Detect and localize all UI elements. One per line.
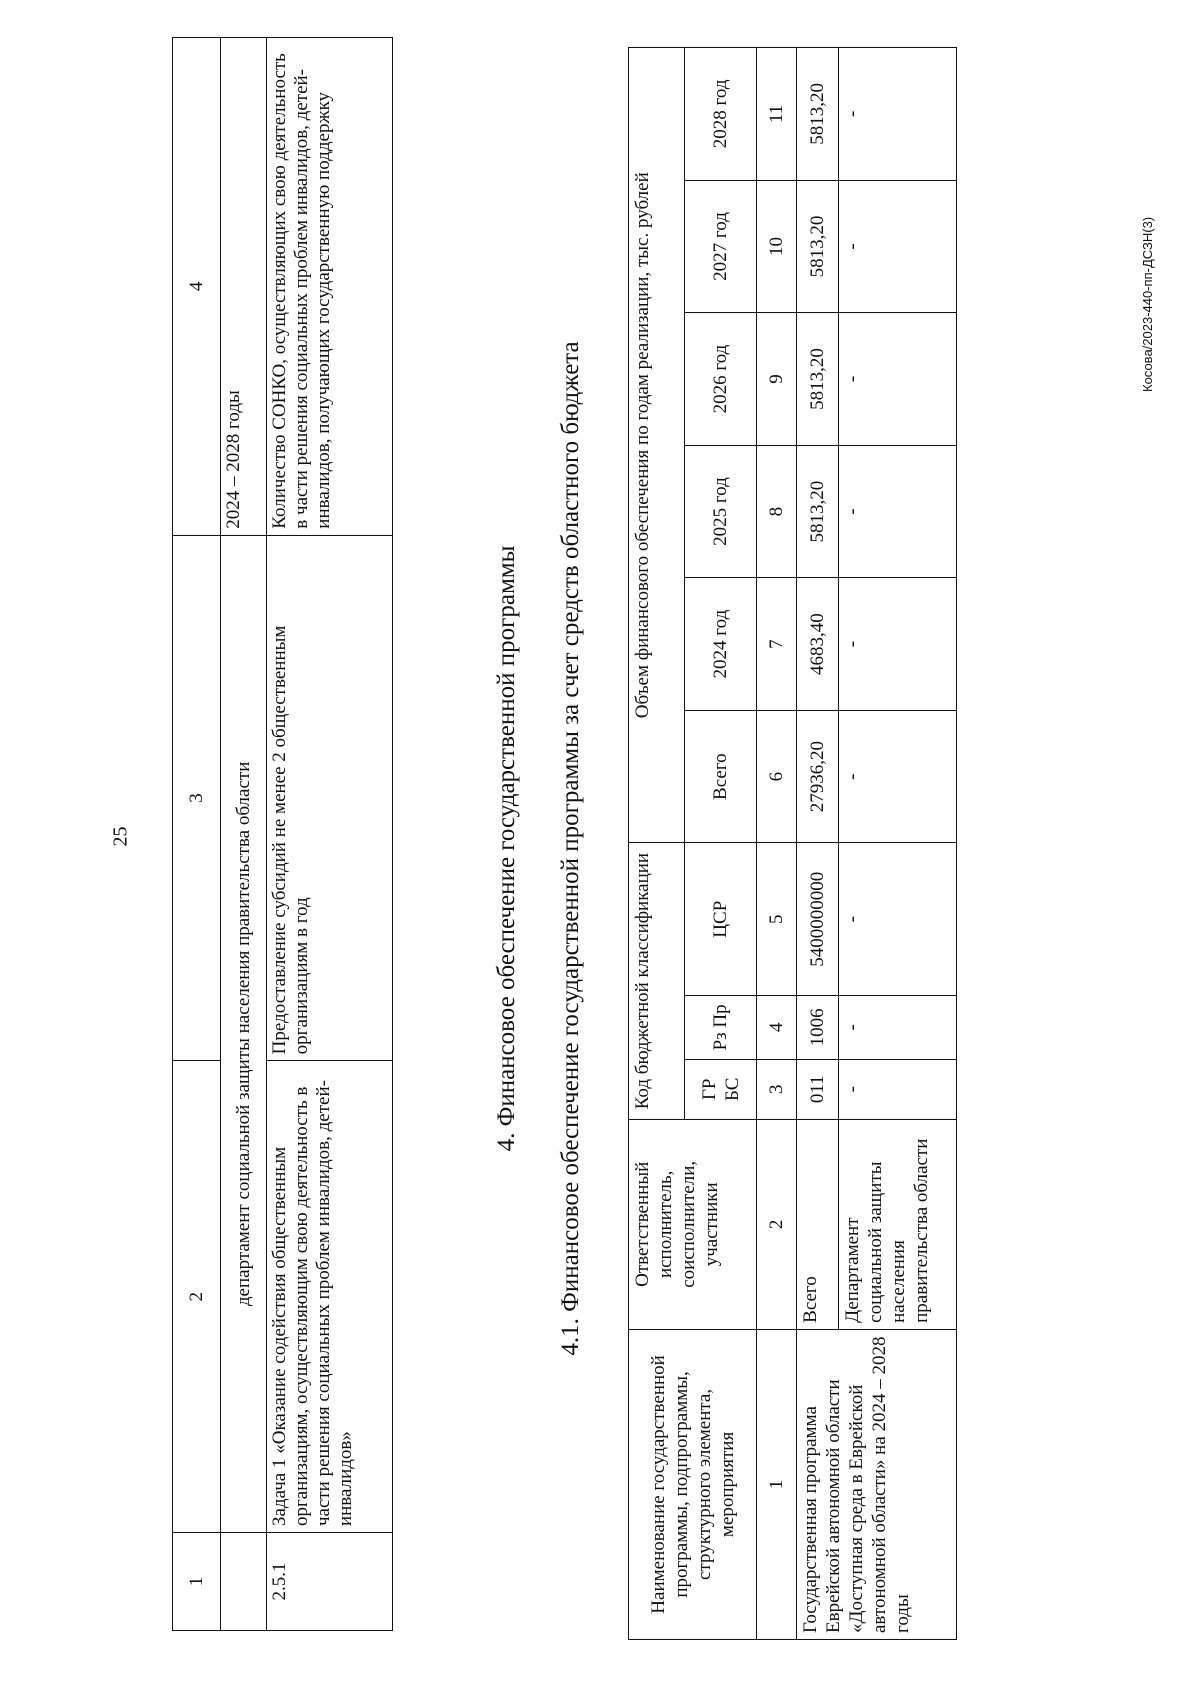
t2-head-name: Наименование государственной программы, подпрограммы, структурного элемента, мероприятия: [629, 1329, 757, 1639]
t2-head-2026: 2026 год: [685, 313, 757, 446]
t2-row1-rzpr: 1006: [797, 995, 839, 1059]
t2-head-csr: ЦСР: [685, 843, 757, 996]
t1-header-1: 1: [173, 1533, 221, 1631]
t2-head-code: Код бюджетной классификации: [629, 843, 685, 1119]
t2-num-6: 6: [757, 710, 797, 843]
t2-row2-rzpr: -: [839, 995, 957, 1059]
t2-head-2024: 2024 год: [685, 578, 757, 711]
t2-row1-total: 27936,20: [797, 710, 839, 843]
t2-row2-2028: -: [839, 48, 957, 181]
t1-section-period: 2024 – 2028 годы: [221, 38, 267, 536]
t2-row2-total: -: [839, 710, 957, 843]
t2-row1-2024: 4683,40: [797, 578, 839, 711]
t2-num-2: 2: [757, 1119, 797, 1329]
section-title: 4. Финансовое обеспечение государственной программы: [493, 545, 520, 1152]
t2-head-grbs: ГР БС: [685, 1059, 757, 1119]
t2-head-volume: Объем финансового обеспечения по годам реализации, тыс. рублей: [629, 48, 685, 843]
t2-num-10: 10: [757, 180, 797, 313]
t1-row-indicator: Количество СОНКО, осуществляющих свою деятельность в части решения социальных проблем инвалидов, детей-инвалидов, получающих государственную поддержку: [267, 38, 393, 536]
t2-row2-grbs: -: [839, 1059, 957, 1119]
t1-row-task: Задача 1 «Оказание содействия общественным организациям, осуществляющим свою деятельность в части решения социальных проблем инвалидов, детей-инвалидов»: [267, 1061, 393, 1533]
t2-row1-2027: 5813,20: [797, 180, 839, 313]
t2-row1-grbs: 011: [797, 1059, 839, 1119]
t2-num-7: 7: [757, 578, 797, 711]
t1-header-2: 2: [173, 1061, 221, 1533]
t2-row2-2025: -: [839, 445, 957, 578]
t2-row2-responsible: Департамент социальной защиты населения правительства области: [839, 1119, 957, 1329]
t1-section-title: департамент социальной защиты населения правительства области: [221, 535, 267, 1532]
t1-header-4: 4: [173, 38, 221, 536]
document-code: Косова/2023-440-пп-ДСЗН(3): [1140, 216, 1155, 392]
t2-num-11: 11: [757, 48, 797, 181]
t2-row2-2024: -: [839, 578, 957, 711]
t1-row-number: 2.5.1: [267, 1533, 393, 1631]
t2-num-8: 8: [757, 445, 797, 578]
t2-num-4: 4: [757, 995, 797, 1059]
t2-row2-csr: -: [839, 843, 957, 996]
t2-program-name: Государственная программа Еврейской автономной области «Доступная среда в Еврейской автономной области» на 2024 – 2028 годы: [797, 1329, 957, 1639]
finance-table: [628, 47, 957, 1640]
t2-head-2028: 2028 год: [685, 48, 757, 181]
t2-row2-2027: -: [839, 180, 957, 313]
t1-header-3: 3: [173, 535, 221, 1061]
t2-row1-2025: 5813,20: [797, 445, 839, 578]
t2-num-3: 3: [757, 1059, 797, 1119]
t2-head-total: Всего: [685, 710, 757, 843]
t1-row-result: Предоставление субсидий не менее 2 общественным организациям в год: [267, 535, 393, 1061]
t2-row1-2026: 5813,20: [797, 313, 839, 446]
t2-head-2027: 2027 год: [685, 180, 757, 313]
t2-row2-2026: -: [839, 313, 957, 446]
t2-head-responsible: Ответственный исполнитель, соисполнители, участники: [629, 1119, 757, 1329]
t2-head-rzpr: Рз Пр: [685, 995, 757, 1059]
t2-head-2025: 2025 год: [685, 445, 757, 578]
t2-row1-responsible: Всего: [797, 1119, 839, 1329]
page-number: 25: [109, 826, 132, 847]
t2-num-1: 1: [757, 1329, 797, 1639]
t2-row1-csr: 5400000000: [797, 843, 839, 996]
indicators-table: [172, 37, 393, 1631]
t2-num-5: 5: [757, 843, 797, 996]
t2-num-9: 9: [757, 313, 797, 446]
t2-row1-2028: 5813,20: [797, 48, 839, 181]
subsection-title: 4.1. Финансовое обеспечение государственной программы за счет средств областного бюджета: [557, 341, 584, 1356]
t1-section-empty: [221, 1533, 267, 1631]
